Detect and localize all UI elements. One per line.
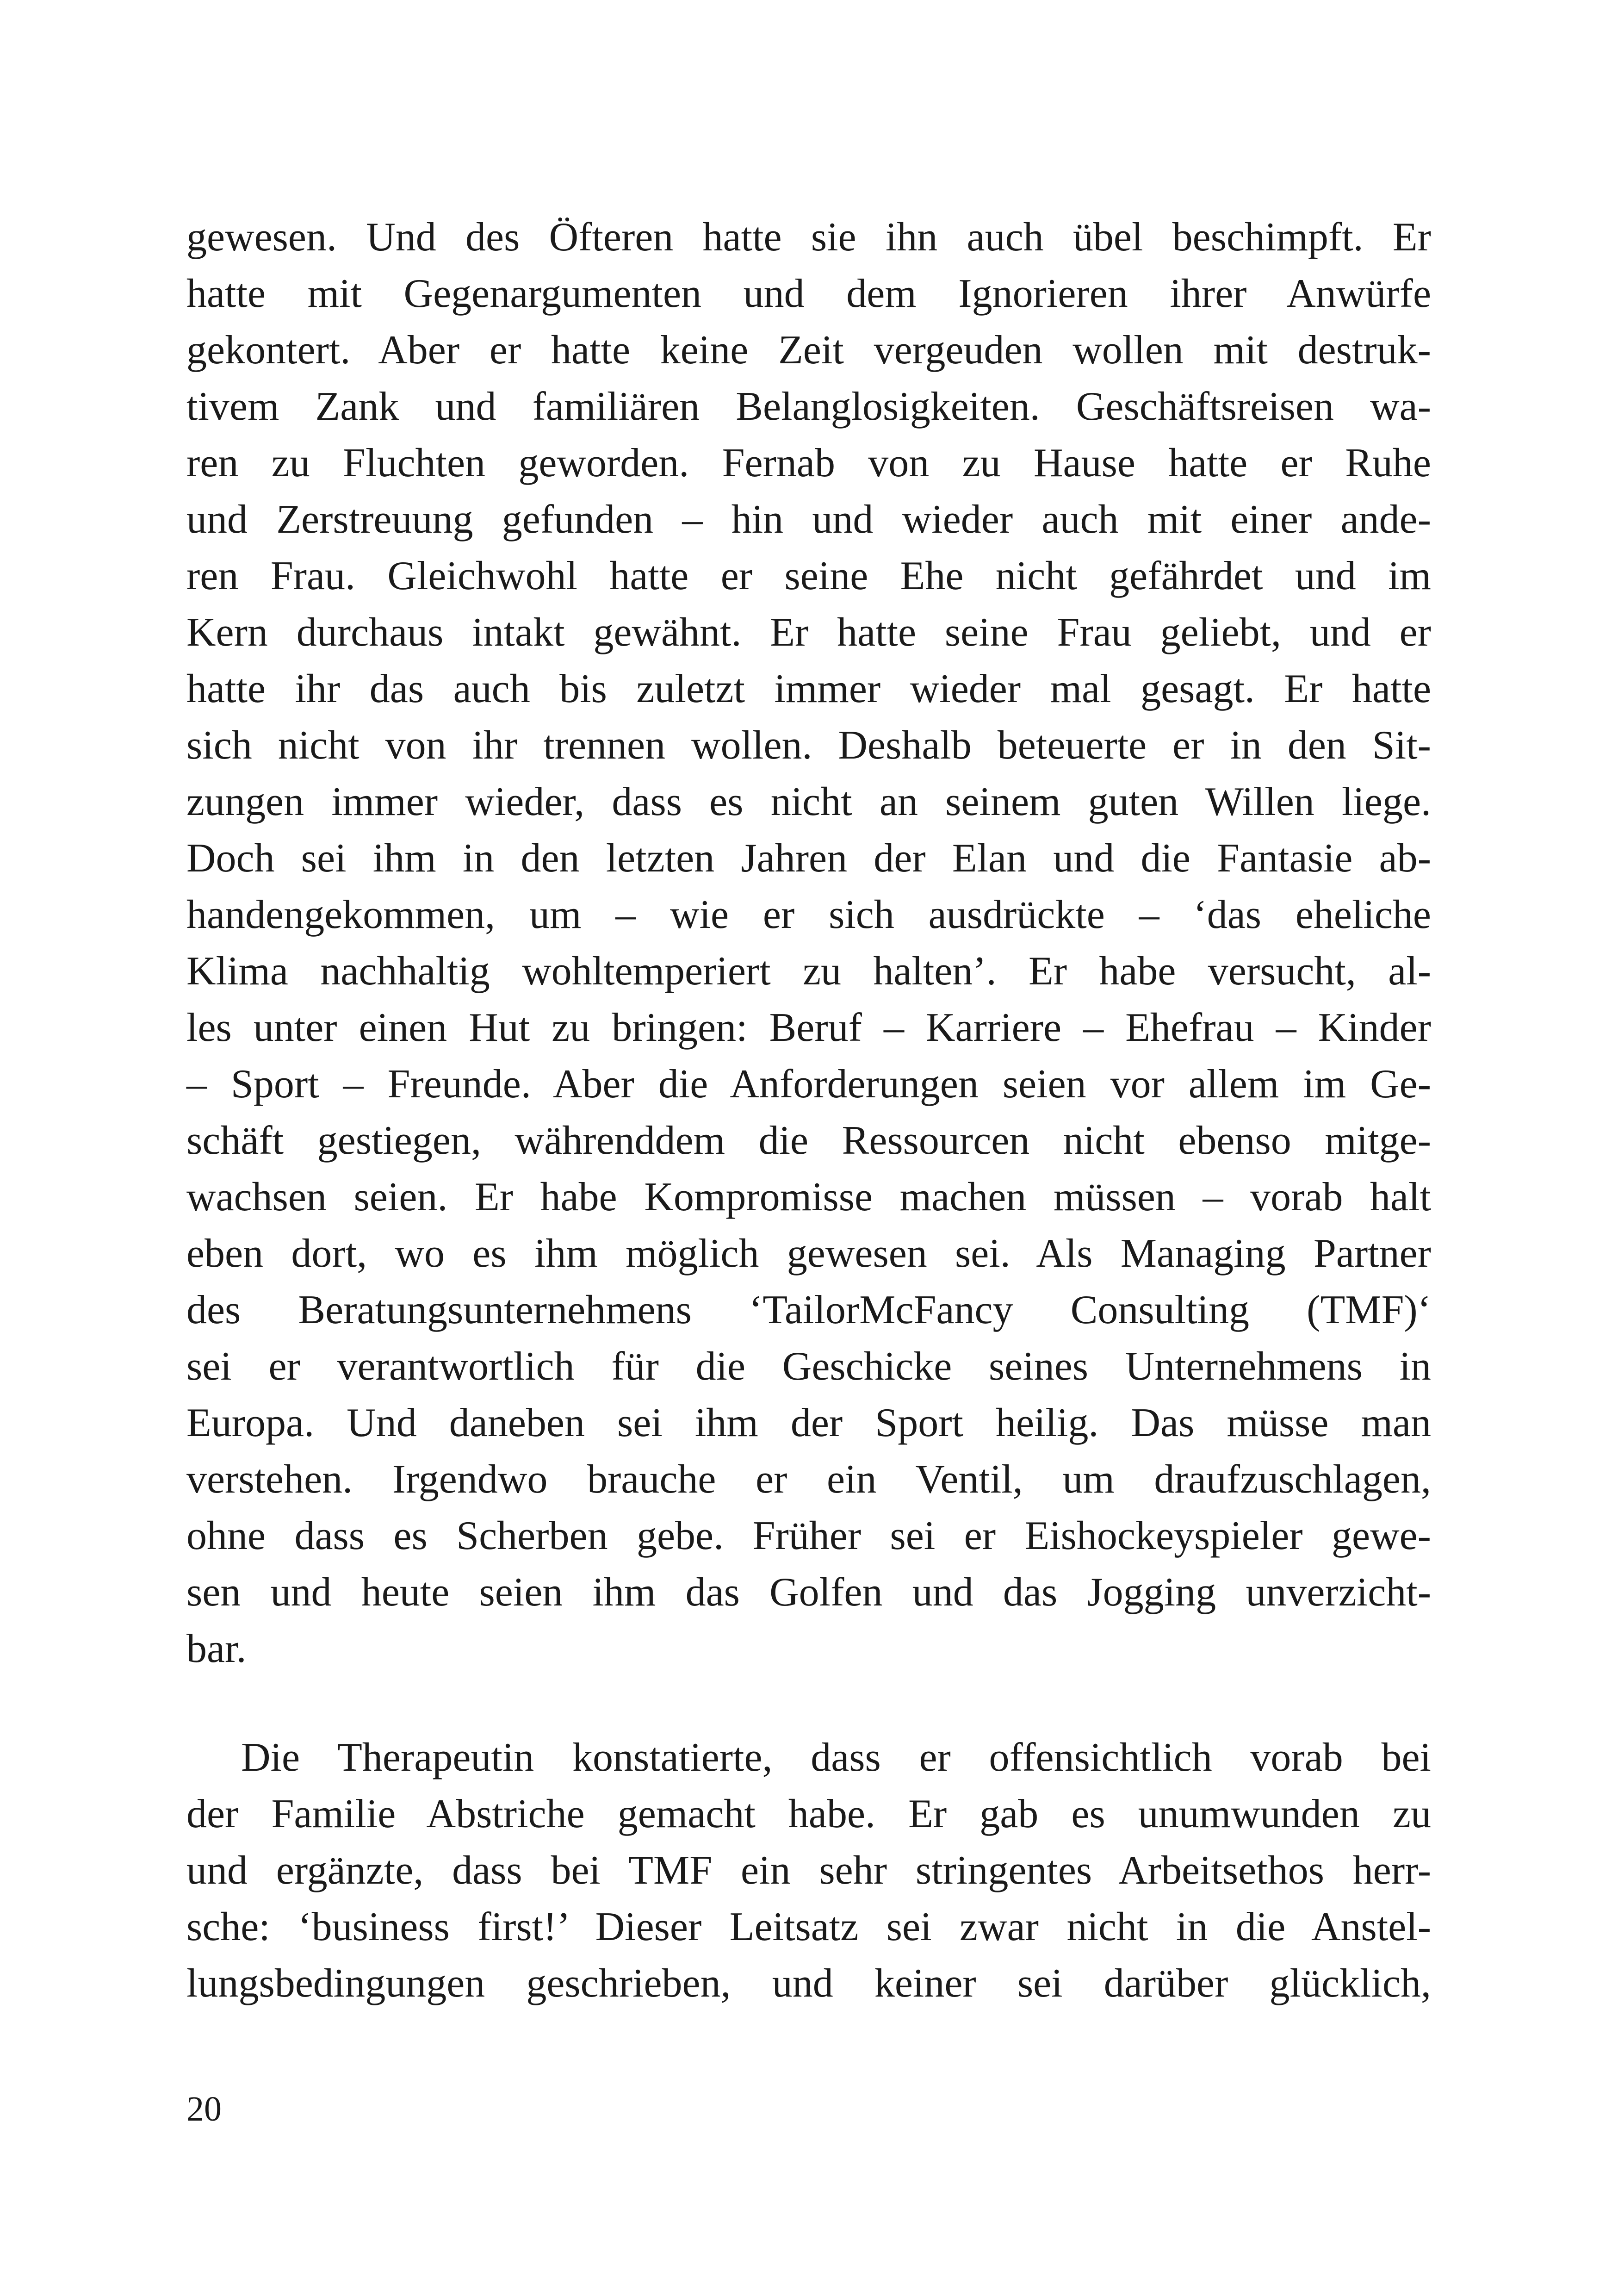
- text-line: Doch sei ihm in den letzten Jahren der Elan und die Fantasie ab-: [186, 836, 1431, 881]
- text-line: Europa. Und daneben sei ihm der Sport heilig. Das müsse man: [186, 1400, 1431, 1445]
- text-line: Klima nachhaltig wohltemperiert zu halten’. Er habe versucht, al-: [186, 949, 1431, 994]
- text-line: bar.: [186, 1626, 247, 1671]
- text-line: lungsbedingungen geschrieben, und keiner sei darüber glücklich,: [186, 1961, 1431, 2006]
- text-line: ren zu Fluchten geworden. Fernab von zu Hause hatte er Ruhe: [186, 441, 1431, 485]
- text-line: gekontert. Aber er hatte keine Zeit vergeuden wollen mit destruk-: [186, 328, 1431, 373]
- body-text: [186, 209, 1431, 2012]
- paragraph-2: [186, 1730, 1431, 2012]
- text-line: Die Therapeutin konstatierte, dass er offensichtlich vorab bei: [241, 1735, 1431, 1780]
- text-line: sche: ‘business first!’ Dieser Leitsatz sei zwar nicht in die Anstel-: [186, 1904, 1431, 1949]
- text-line: handengekommen, um – wie er sich ausdrückte – ‘das eheliche: [186, 892, 1431, 937]
- text-line: der Familie Abstriche gemacht habe. Er gab es unumwunden zu: [186, 1792, 1431, 1836]
- text-line: les unter einen Hut zu bringen: Beruf – Karriere – Ehefrau – Kinder: [186, 1005, 1431, 1050]
- text-line: tivem Zank und familiären Belanglosigkeiten. Geschäftsreisen wa-: [186, 384, 1431, 429]
- text-line: eben dort, wo es ihm möglich gewesen sei. Als Managing Partner: [186, 1231, 1431, 1276]
- paragraph-gap: [186, 1677, 1431, 1730]
- text-line: hatte mit Gegenargumenten und dem Ignorieren ihrer Anwürfe: [186, 271, 1431, 316]
- text-line: sich nicht von ihr trennen wollen. Deshalb beteuerte er in den Sit-: [186, 723, 1431, 768]
- text-line: gewesen. Und des Öfteren hatte sie ihn auch übel beschimpft. Er: [186, 215, 1431, 260]
- page-number: 20: [186, 2090, 222, 2128]
- text-line: wachsen seien. Er habe Kompromisse machen müssen – vorab halt: [186, 1175, 1431, 1220]
- text-line: Kern durchaus intakt gewähnt. Er hatte seine Frau geliebt, und er: [186, 610, 1431, 655]
- text-line: hatte ihr das auch bis zuletzt immer wieder mal gesagt. Er hatte: [186, 666, 1431, 711]
- text-line: – Sport – Freunde. Aber die Anforderungen seien vor allem im Ge-: [186, 1062, 1431, 1107]
- text-line: ohne dass es Scherben gebe. Früher sei er Eishockeyspieler gewe-: [186, 1513, 1431, 1558]
- text-line: des Beratungsunternehmens ‘TailorMcFancy Consulting (TMF)‘: [186, 1288, 1431, 1332]
- text-line: verstehen. Irgendwo brauche er ein Ventil, um draufzuschlagen,: [186, 1457, 1431, 1502]
- text-line: sen und heute seien ihm das Golfen und das Jogging unverzicht-: [186, 1570, 1431, 1615]
- text-line: sei er verantwortlich für die Geschicke seines Unternehmens in: [186, 1344, 1431, 1389]
- text-line: und Zerstreuung gefunden – hin und wieder auch mit einer ande-: [186, 497, 1431, 542]
- paragraph-1: [186, 209, 1431, 1677]
- text-line: schäft gestiegen, währenddem die Ressourcen nicht ebenso mitge-: [186, 1118, 1431, 1163]
- text-line: zungen immer wieder, dass es nicht an seinem guten Willen liege.: [186, 779, 1431, 824]
- text-line: und ergänzte, dass bei TMF ein sehr stringentes Arbeitsethos herr-: [186, 1848, 1431, 1893]
- text-line: ren Frau. Gleichwohl hatte er seine Ehe nicht gefährdet und im: [186, 554, 1431, 598]
